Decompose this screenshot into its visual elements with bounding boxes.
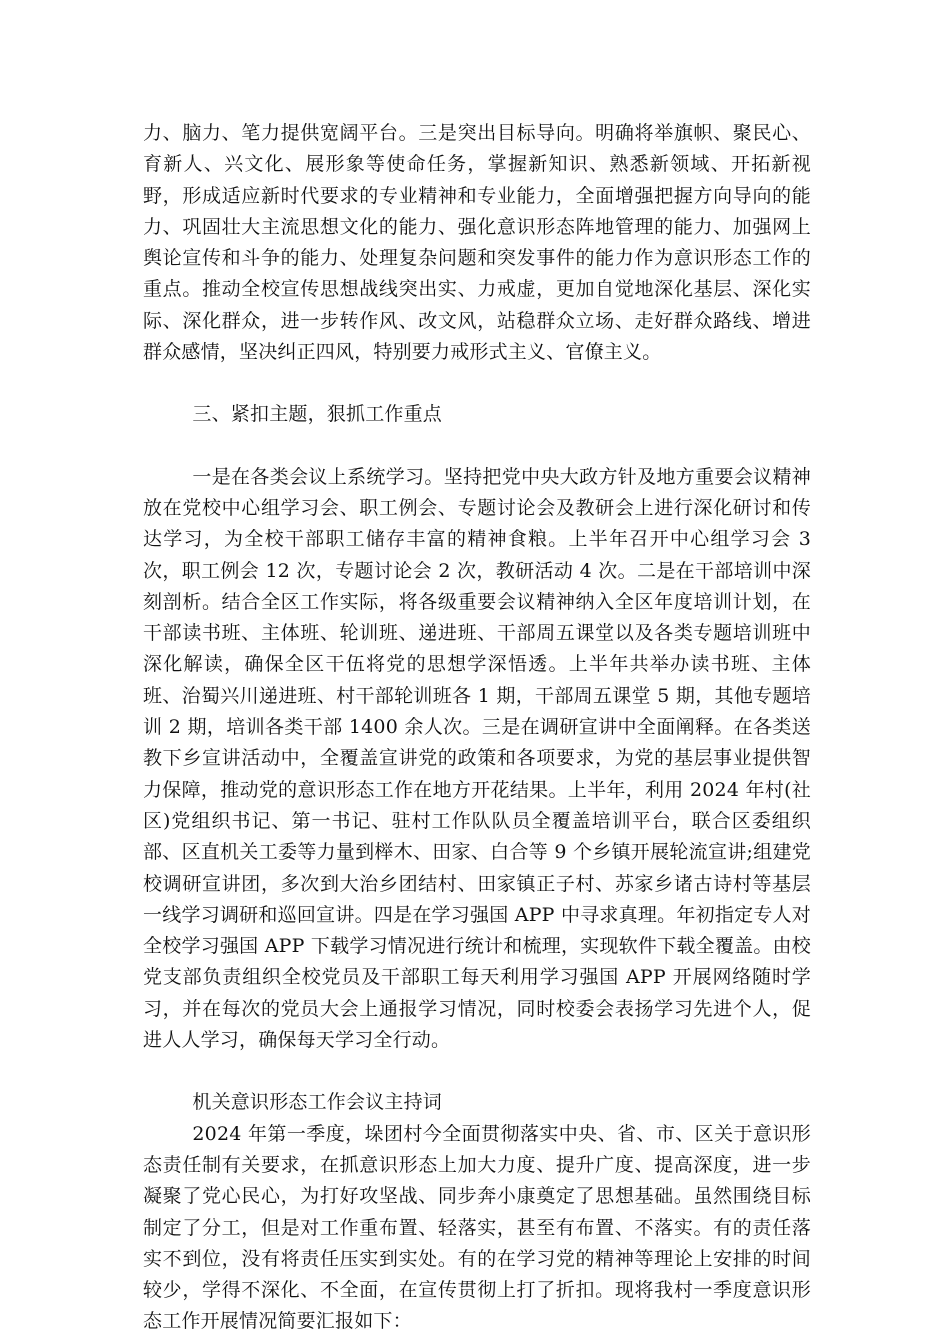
paragraph-spacer: [143, 431, 811, 462]
paragraph-spacer: [143, 1056, 811, 1087]
document-body: [143, 118, 811, 1338]
paragraph-spacer: [143, 368, 811, 399]
paragraph-study-measures: 一是在各类会议上系统学习。坚持把党中央大政方针及地方重要会议精神放在党校中心组学习会、职工例会、专题讨论会及教研会上进行深化研讨和传达学习，为全校干部职工储存丰富的精神食粮。上半年召开中心组学习会 3 次，职工例会 12 次，专题讨论会 2 次，教研活动 4 次。二是在干部培训中深刻剖析。结合全区工作实际，将各级重要会议精神纳入全区年度培训计划，在干部读书班、主体班、轮训班、递进班、干部周五课堂以及各类专题培训班中深化解读，确保全区干伍将党的思想学深悟透。上半年共举办读书班、主体班、治蜀兴川递进班、村干部轮训班各 1 期，干部周五课堂 5 期，其他专题培训 2 期，培训各类干部 1400 余人次。三是在调研宣讲中全面阐释。在各类送教下乡宣讲活动中，全覆盖宣讲党的政策和各项要求，为党的基层事业提供智力保障，推动党的意识形态工作在地方开花结果。上半年，利用 2024 年村(社区)党组织书记、第一书记、驻村工作队队员全覆盖培训平台，联合区委组织部、区直机关工委等力量到榉木、田家、白合等 9 个乡镇开展轮流宣讲;组建党校调研宣讲团，多次到大治乡团结村、田家镇正子村、苏家乡诸古诗村等基层一线学习调研和巡回宣讲。四是在学习强国 APP 中寻求真理。年初指定专人对全校学习强国 APP 下载学习情况进行统计和梳理，实现软件下载全覆盖。由校党支部负责组织全校党员及干部职工每天利用学习强国 APP 开展网络随时学习，并在每次的党员大会上通报学习情况，同时校委会表扬学习先进个人，促进人人学习，确保每天学习全行动。: [143, 465, 811, 1052]
document-title-meeting-script: 机关意识形态工作会议主持词: [192, 1091, 442, 1114]
paragraph-goal-orientation: 力、脑力、笔力提供宽阔平台。三是突出目标导向。明确将举旗帜、聚民心、育新人、兴文化、展形象等使命任务，掌握新知识、熟悉新领域、开拓新视野，形成适应新时代要求的专业精神和专业能力，全面增强把握方向导向的能力、巩固壮大主流思想文化的能力、强化意识形态阵地管理的能力、加强网上舆论宣传和斗争的能力、处理复杂问题和突发事件的能力作为意识形态工作的重点。推动全校宣传思想战线突出实、力戒虚，更加自觉地深化基层、深化实际、深化群众，进一步转作风、改文风，站稳群众立场、走好群众路线、增进群众感情，坚决纠正四风，特别要力戒形式主义、官僚主义。: [143, 122, 811, 364]
paragraph-quarter-report: 2024 年第一季度，垛团村今全面贯彻落实中央、省、市、区关于意识形态责任制有关要求，在抓意识形态上加大力度、提升广度、提高深度，进一步凝聚了党心民心，为打好攻坚战、同步奔小康奠定了思想基础。虽然围绕目标制定了分工，但是对工作重布置、轻落实，甚至有布置、不落实。有的责任落实不到位，没有将责任压实到实处。有的在学习党的精神等理论上安排的时间较少，学得不深化、不全面，在宣传贯彻上打了折扣。现将我村一季度意识形态工作开展情况简要汇报如下：: [143, 1122, 811, 1333]
section-heading-three: 三、紧扣主题，狠抓工作重点: [192, 403, 442, 426]
